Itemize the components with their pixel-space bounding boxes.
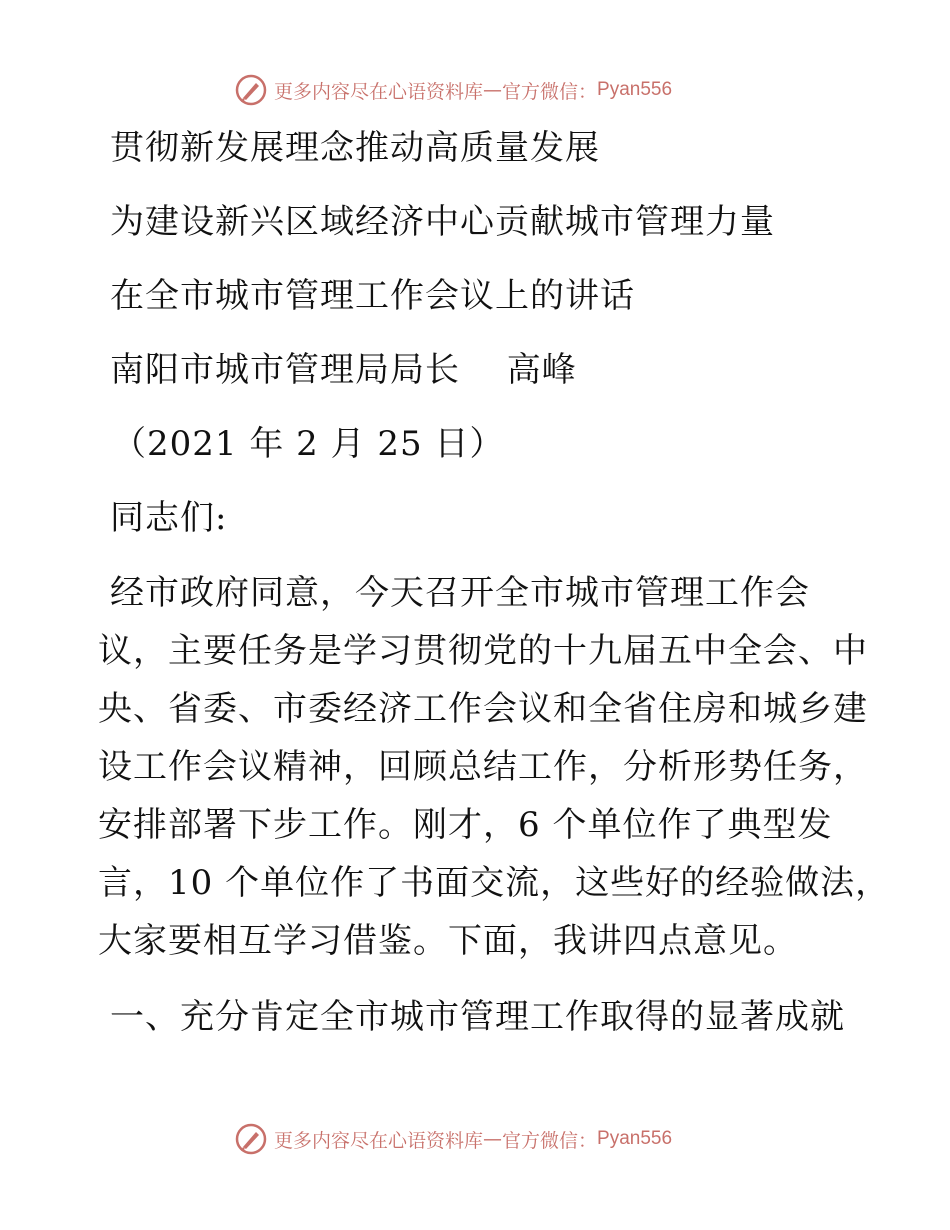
watermark-footer: [234, 1121, 672, 1157]
salutation: 同志们:: [110, 498, 228, 538]
section-heading: 一、充分肯定全市城市管理工作取得的显著成就: [110, 997, 845, 1037]
paragraph-line: 设工作会议精神，回顾总结工作，分析形势任务，: [98, 747, 868, 787]
watermark-text: 更多内容尽在心语资料库: [274, 80, 484, 103]
watermark-wechat-id: Pyan556: [597, 79, 673, 100]
document-subtitle: 为建设新兴区域经济中心贡献城市管理力量: [110, 202, 775, 242]
speech-occasion: 在全市城市管理工作会议上的讲话: [110, 276, 635, 316]
paragraph-line: 议，主要任务是学习贯彻党的十九届五中全会、中: [98, 631, 868, 671]
paragraph-line: 大家要相互学习借鉴。下面，我讲四点意见。: [98, 921, 798, 961]
watermark-dash: —: [483, 1128, 503, 1150]
speaker-line: 南阳市城市管理局局长 高峰: [110, 350, 577, 390]
pen-logo-icon: [234, 1122, 268, 1156]
speech-date: （2021 年 2 月 25 日）: [112, 424, 505, 464]
paragraph-line: 央、省委、市委经济工作会议和全省住房和城乡建: [98, 689, 868, 729]
watermark-wechat-label: 官方微信：: [502, 80, 598, 103]
document-title: 贯彻新发展理念推动高质量发展: [110, 128, 600, 168]
paragraph-line: 安排部署下步工作。刚才，6 个单位作了典型发: [98, 805, 833, 845]
watermark-wechat-id: Pyan556: [597, 1128, 673, 1149]
paragraph-line: 言，10 个单位作了书面交流，这些好的经验做法，: [98, 863, 891, 903]
watermark-header: [234, 72, 672, 108]
watermark-dash: —: [483, 79, 503, 101]
pen-logo-icon: [234, 73, 268, 107]
watermark-text: 更多内容尽在心语资料库: [274, 1129, 484, 1152]
paragraph-line: 经市政府同意，今天召开全市城市管理工作会: [110, 573, 810, 613]
watermark-wechat-label: 官方微信：: [502, 1129, 598, 1152]
